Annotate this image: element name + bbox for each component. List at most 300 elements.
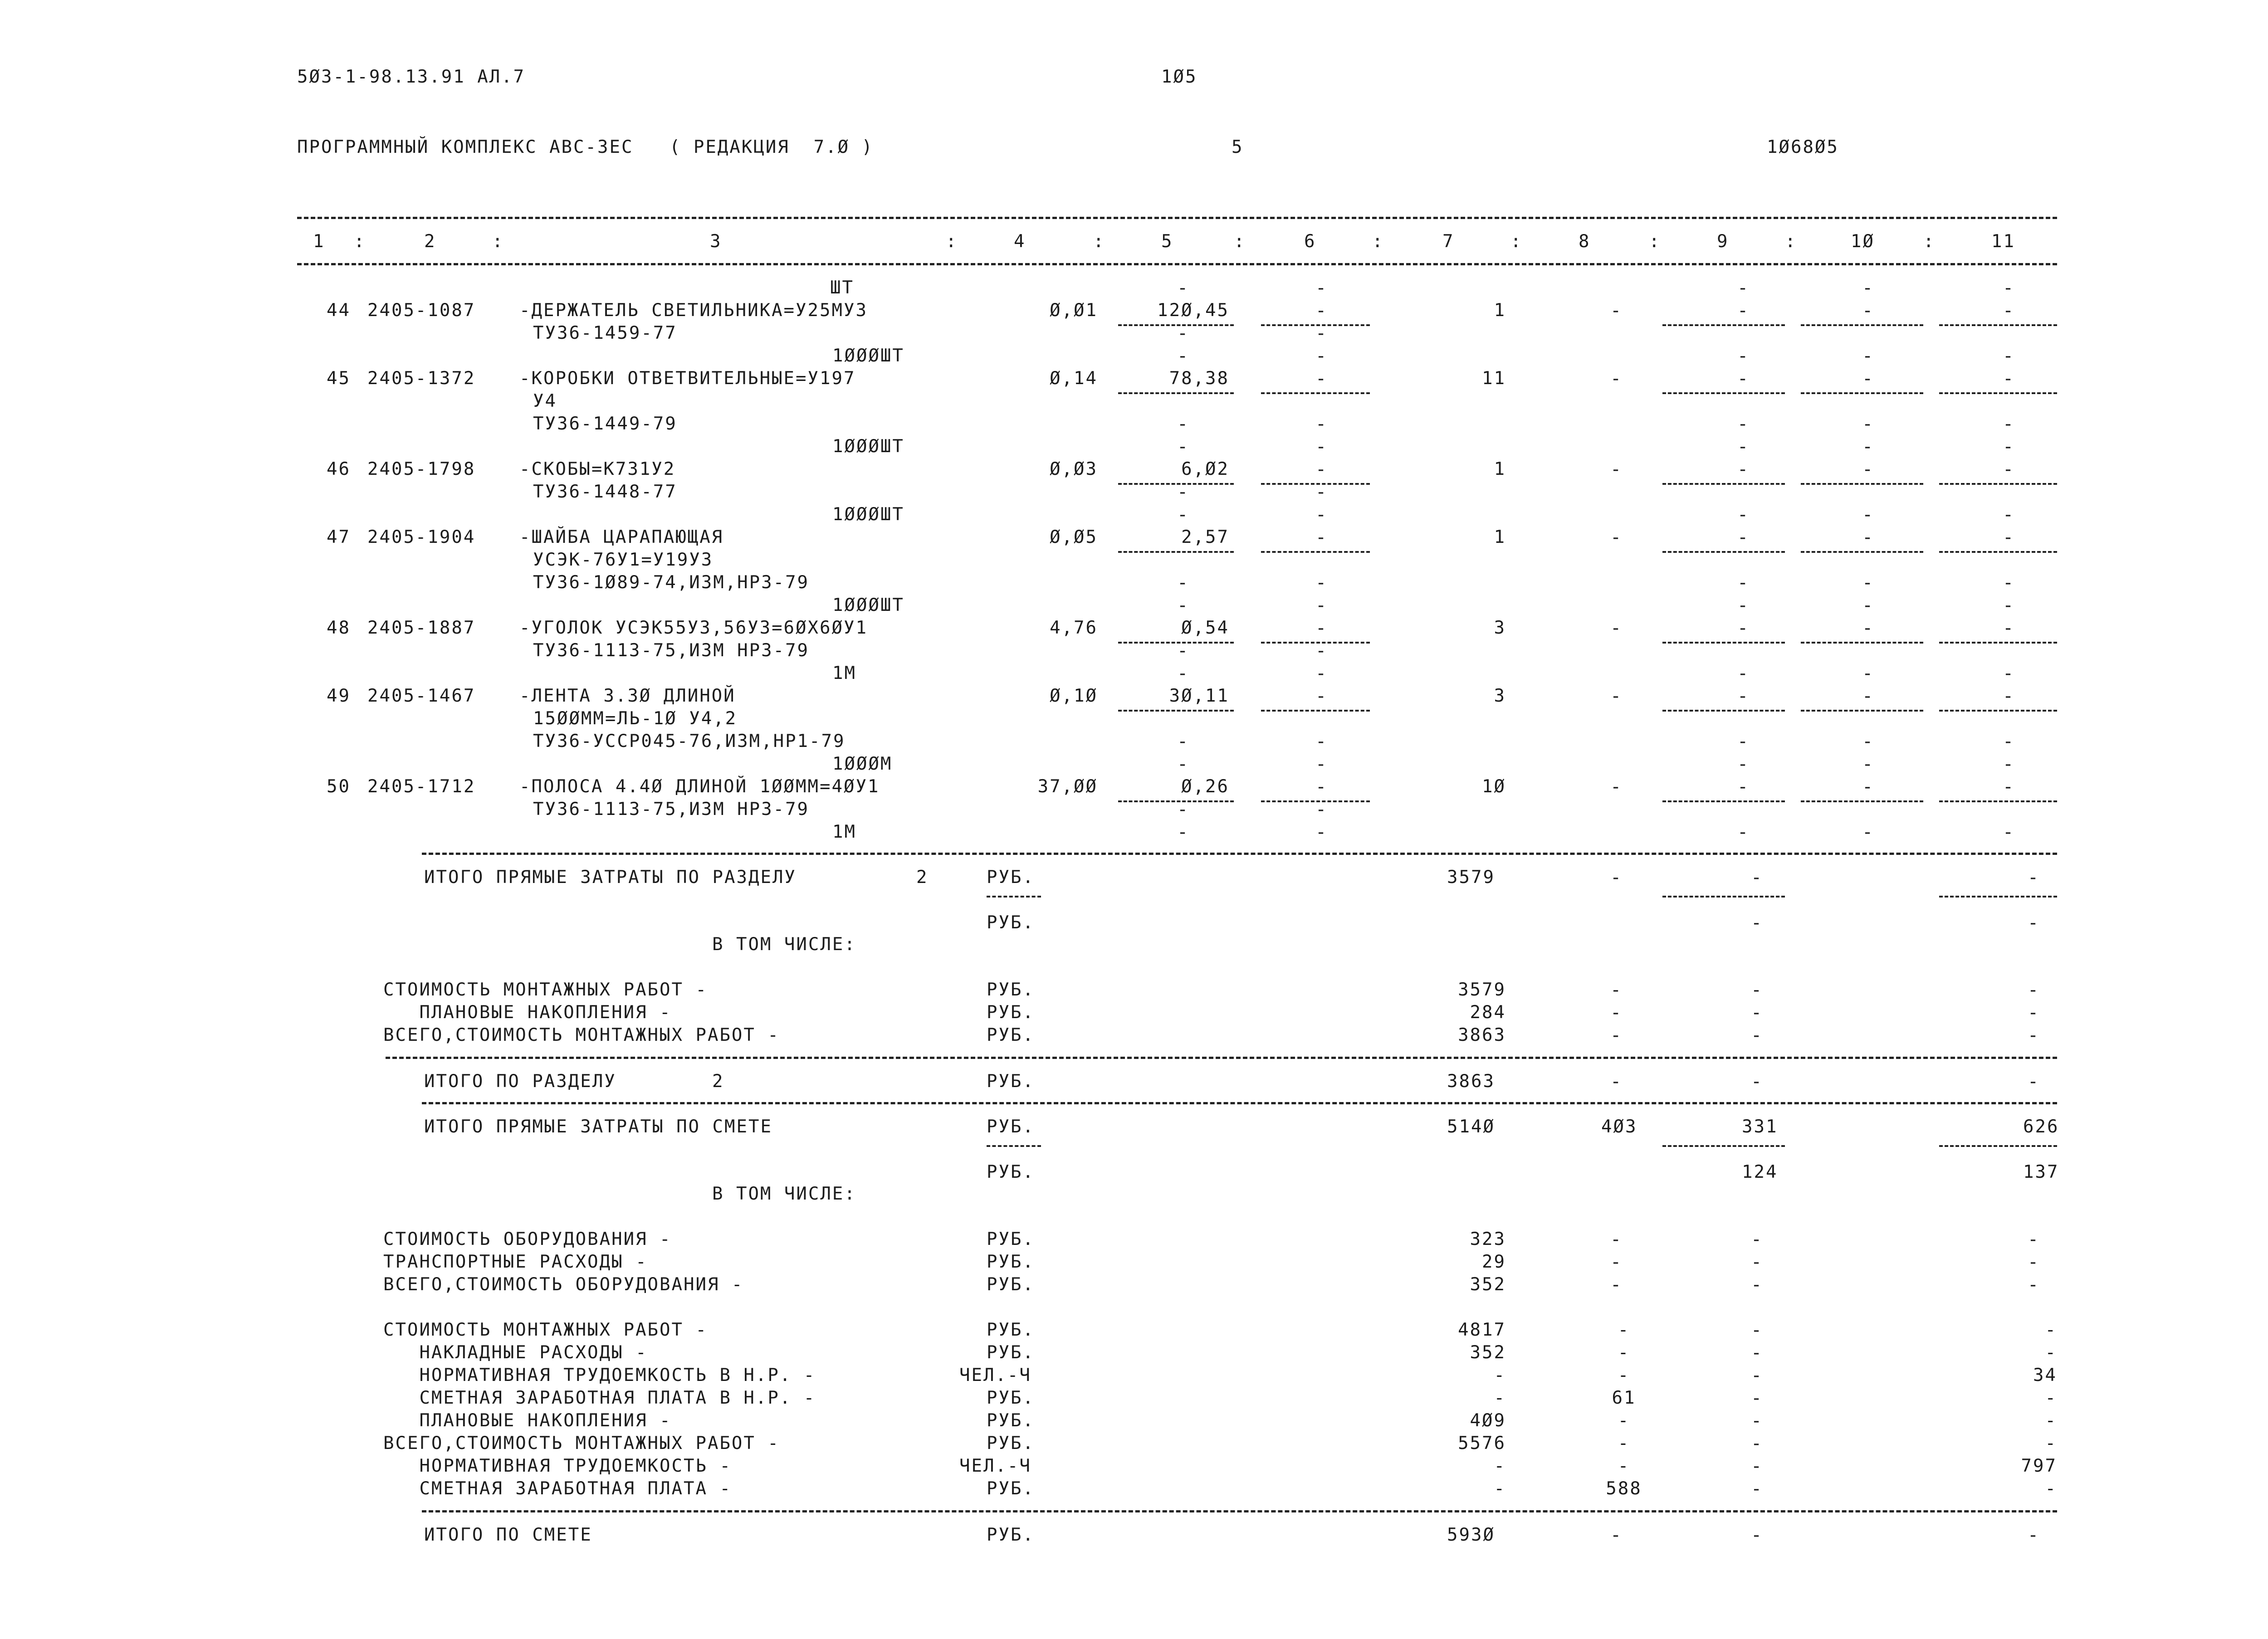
- item-description: ТУ36-1113-75,ИЗМ НР3-79: [533, 640, 810, 661]
- empty-mark: -: [2003, 278, 2014, 298]
- empty-mark: -: [1737, 300, 1749, 321]
- empty-mark: -: [2028, 1071, 2039, 1092]
- empty-mark: -: [1315, 414, 1327, 434]
- summary-value: -: [1494, 1388, 1506, 1408]
- empty-mark: -: [2003, 346, 2014, 366]
- item-col5: 78,38: [1169, 368, 1229, 389]
- empty-mark: -: [1862, 663, 1873, 684]
- estimate-direct-costs-col11b: 137: [2023, 1162, 2059, 1182]
- empty-mark: -: [2028, 867, 2039, 888]
- empty-mark: -: [1315, 323, 1327, 344]
- column-separator: :: [1372, 231, 1384, 252]
- cell-rule: [1801, 710, 1923, 712]
- empty-mark: -: [1610, 368, 1622, 389]
- summary-label: ПЛАНОВЫЕ НАКОПЛЕНИЯ -: [383, 1002, 672, 1023]
- summary-label: НОРМАТИВНАЯ ТРУДОЕМКОСТЬ В Н.Р. -: [383, 1365, 816, 1385]
- cell-rule: [1118, 483, 1234, 485]
- empty-mark: -: [2028, 1002, 2039, 1023]
- estimate-direct-costs-col11: 626: [2023, 1117, 2059, 1137]
- empty-mark: -: [2028, 1252, 2039, 1273]
- subtotal-rule: [1662, 896, 1785, 898]
- column-separator: :: [946, 231, 958, 252]
- empty-mark: -: [2028, 1274, 2039, 1295]
- cell-rule: [1662, 800, 1785, 802]
- item-number: 49: [327, 686, 351, 706]
- empty-mark: -: [2003, 368, 2014, 389]
- table-header-rule: [297, 263, 2057, 265]
- summary-value: 29: [1482, 1252, 1506, 1272]
- section-total-label: ИТОГО ПО РАЗДЕЛУ: [424, 1071, 616, 1092]
- empty-mark: -: [2003, 822, 2014, 843]
- subtotal-rule: [987, 1145, 1041, 1147]
- item-description: ТУ36-1Ø89-74,ИЗМ,НР3-79: [533, 572, 810, 593]
- cell-rule: [1662, 324, 1785, 326]
- empty-mark: -: [1737, 436, 1749, 457]
- empty-mark: -: [1862, 504, 1873, 525]
- column-header: 8: [1579, 231, 1591, 252]
- item-number: 48: [327, 618, 351, 638]
- cell-rule: [1118, 710, 1234, 712]
- empty-mark: -: [1751, 1342, 1762, 1363]
- empty-mark: -: [1610, 1071, 1622, 1092]
- item-col7: 1: [1494, 527, 1506, 547]
- item-col5: Ø,54: [1181, 618, 1229, 638]
- document-code: 5Ø3-1-98.13.91 АЛ.7: [297, 67, 526, 87]
- column-separator: :: [1923, 231, 1936, 252]
- estimate-direct-costs-col9: 331: [1742, 1117, 1778, 1137]
- empty-mark: -: [1737, 686, 1749, 707]
- item-unit: 1М: [832, 822, 856, 842]
- empty-mark: -: [1737, 754, 1749, 775]
- empty-mark: -: [1610, 618, 1622, 639]
- empty-mark: -: [2003, 686, 2014, 707]
- empty-mark: -: [1862, 618, 1873, 639]
- empty-mark: -: [1315, 776, 1327, 797]
- including-heading: В ТОМ ЧИСЛЕ:: [712, 934, 856, 955]
- summary-value: 5576: [1458, 1433, 1506, 1454]
- column-header: 11: [1991, 231, 2015, 252]
- empty-mark: -: [1177, 504, 1188, 525]
- unit: РУБ.: [987, 1117, 1035, 1137]
- item-description: ТУ36-1448-77: [533, 482, 677, 502]
- empty-mark: -: [1315, 595, 1327, 616]
- empty-mark: -: [1862, 459, 1873, 480]
- column-separator: :: [1785, 231, 1797, 252]
- empty-mark: -: [1737, 595, 1749, 616]
- empty-mark: -: [1862, 776, 1873, 797]
- cell-rule: [1801, 392, 1923, 394]
- empty-mark: -: [1315, 527, 1327, 548]
- column-header: 6: [1304, 231, 1316, 252]
- item-col5: 6,Ø2: [1181, 459, 1229, 479]
- unit: РУБ.: [987, 1002, 1035, 1023]
- empty-mark: -: [1177, 482, 1188, 502]
- column-separator: :: [354, 231, 366, 252]
- empty-mark: -: [1862, 731, 1873, 752]
- item-col7: 1: [1494, 459, 1506, 479]
- empty-mark: -: [1315, 822, 1327, 843]
- unit: РУБ.: [987, 1025, 1035, 1045]
- column-header: 4: [1014, 231, 1026, 252]
- item-col7: 3: [1494, 686, 1506, 706]
- empty-mark: -: [2028, 1525, 2039, 1546]
- cell-rule: [1939, 642, 2057, 644]
- item-code: 2405-1372: [367, 368, 476, 389]
- cell-rule: [1939, 324, 2057, 326]
- empty-mark: -: [1737, 278, 1749, 298]
- summary-value: -: [1494, 1365, 1506, 1385]
- estimate-direct-costs-label: ИТОГО ПРЯМЫЕ ЗАТРАТЫ ПО СМЕТЕ: [424, 1117, 772, 1137]
- empty-mark: -: [1315, 572, 1327, 593]
- section-total-value: 3863: [1447, 1071, 1495, 1092]
- unit: РУБ.: [987, 1071, 1035, 1092]
- empty-mark: -: [1862, 595, 1873, 616]
- empty-mark: -: [2028, 1025, 2039, 1046]
- cell-rule: [1261, 710, 1370, 712]
- section-number: 2: [916, 867, 929, 888]
- summary-value: 4Ø9: [1470, 1410, 1506, 1431]
- summary-col8: 588: [1606, 1478, 1642, 1499]
- empty-mark: -: [2003, 436, 2014, 457]
- unit: РУБ.: [987, 1342, 1035, 1363]
- estimate-rule: [422, 1510, 2057, 1512]
- sheet-number: 5: [1232, 137, 1244, 157]
- summary-label: СТОИМОСТЬ ОБОРУДОВАНИЯ -: [383, 1229, 672, 1249]
- empty-mark: -: [1751, 1478, 1762, 1499]
- unit: РУБ.: [987, 1478, 1035, 1499]
- summary-label: ТРАНСПОРТНЫЕ РАСХОДЫ -: [383, 1252, 648, 1272]
- empty-mark: -: [1610, 527, 1622, 548]
- empty-mark: -: [1315, 346, 1327, 366]
- unit: РУБ.: [987, 1320, 1035, 1340]
- item-col4: 37,ØØ: [1037, 776, 1098, 797]
- program-title: ПРОГРАММНЫЙ КОМПЛЕКС АВС-3ЕС ( РЕДАКЦИЯ 7.Ø ): [297, 137, 874, 157]
- cell-rule: [1662, 710, 1785, 712]
- document-id: 1Ø68Ø5: [1767, 137, 1839, 157]
- empty-mark: -: [1751, 1365, 1762, 1386]
- item-description: -ПОЛОСА 4.4Ø ДЛИНОЙ 1ØØММ=4ØУ1: [519, 776, 880, 797]
- unit: РУБ.: [987, 980, 1035, 1000]
- empty-mark: -: [1315, 640, 1327, 661]
- summary-label: СТОИМОСТЬ МОНТАЖНЫХ РАБОТ -: [383, 1320, 708, 1340]
- cell-rule: [1118, 392, 1234, 394]
- summary-col11: 34: [2033, 1365, 2057, 1385]
- section-rule: [422, 853, 2057, 855]
- column-separator: :: [1093, 231, 1105, 252]
- summary-label: СМЕТНАЯ ЗАРАБОТНАЯ ПЛАТА В Н.Р. -: [383, 1388, 816, 1408]
- column-header: 7: [1442, 231, 1455, 252]
- cell-rule: [1662, 551, 1785, 553]
- empty-mark: -: [1177, 572, 1188, 593]
- column-separator: :: [1510, 231, 1523, 252]
- item-description: -СКОБЫ=К731У2: [519, 459, 676, 479]
- empty-mark: -: [1315, 686, 1327, 707]
- empty-mark: -: [1177, 595, 1188, 616]
- column-separator: :: [1234, 231, 1246, 252]
- empty-mark: -: [1862, 436, 1873, 457]
- item-code: 2405-1887: [367, 618, 476, 638]
- item-unit: ШТ: [830, 278, 854, 298]
- cell-rule: [1939, 392, 2057, 394]
- empty-mark: -: [2003, 731, 2014, 752]
- empty-mark: -: [1315, 368, 1327, 389]
- item-unit: 1М: [832, 663, 856, 683]
- unit: РУБ.: [987, 1433, 1035, 1454]
- summary-value: 3579: [1458, 980, 1506, 1000]
- cell-rule: [1118, 800, 1234, 802]
- estimate-direct-costs-value: 514Ø: [1447, 1117, 1495, 1137]
- summary-col8: -: [1618, 1456, 1630, 1476]
- summary-col11: -: [2045, 1478, 2057, 1499]
- summary-value: 352: [1470, 1342, 1506, 1363]
- empty-mark: -: [1751, 1025, 1762, 1046]
- item-description: УСЭК-76У1=У19У3: [533, 550, 714, 570]
- summary-label: ВСЕГО,СТОИМОСТЬ МОНТАЖНЫХ РАБОТ -: [383, 1433, 780, 1454]
- item-col5: 12Ø,45: [1157, 300, 1229, 321]
- empty-mark: -: [1610, 980, 1622, 1000]
- summary-label: СТОИМОСТЬ МОНТАЖНЫХ РАБОТ -: [383, 980, 708, 1000]
- estimate-direct-costs-col8: 4Ø3: [1601, 1117, 1637, 1137]
- summary-col11: -: [2045, 1388, 2057, 1408]
- cell-rule: [1662, 642, 1785, 644]
- item-col7: 11: [1482, 368, 1506, 389]
- cell-rule: [1261, 392, 1370, 394]
- cell-rule: [1939, 551, 2057, 553]
- empty-mark: -: [1315, 618, 1327, 639]
- empty-mark: -: [1177, 663, 1188, 684]
- summary-value: 4817: [1458, 1320, 1506, 1340]
- item-description: ТУ36-1449-79: [533, 414, 677, 434]
- empty-mark: -: [1862, 754, 1873, 775]
- empty-mark: -: [1751, 1410, 1762, 1431]
- column-header: 3: [710, 231, 722, 252]
- item-description: -УГОЛОК УСЭК55У3,56У3=6ØХ6ØУ1: [519, 618, 868, 638]
- empty-mark: -: [2003, 504, 2014, 525]
- empty-mark: -: [2028, 1229, 2039, 1250]
- empty-mark: -: [1751, 1002, 1762, 1023]
- empty-mark: -: [1737, 459, 1749, 480]
- empty-mark: -: [1862, 278, 1873, 298]
- estimate-total-label: ИТОГО ПО СМЕТЕ: [424, 1525, 592, 1545]
- column-separator: :: [492, 231, 504, 252]
- item-col5: 3Ø,11: [1169, 686, 1229, 706]
- empty-mark: -: [1610, 300, 1622, 321]
- cell-rule: [1662, 392, 1785, 394]
- summary-col8: -: [1618, 1320, 1630, 1340]
- empty-mark: -: [2003, 300, 2014, 321]
- item-unit: 1ØØØШТ: [832, 346, 904, 366]
- item-description: 15ØØММ=ЛЬ-1Ø У4,2: [533, 708, 738, 729]
- column-separator: :: [1649, 231, 1661, 252]
- cell-rule: [1801, 324, 1923, 326]
- empty-mark: -: [1751, 1388, 1762, 1409]
- item-unit: 1ØØØШТ: [832, 436, 904, 457]
- empty-mark: -: [2003, 572, 2014, 593]
- unit: РУБ.: [987, 1525, 1035, 1545]
- cell-rule: [1939, 483, 2057, 485]
- summary-value: 352: [1470, 1274, 1506, 1295]
- item-code: 2405-1087: [367, 300, 476, 321]
- item-unit: 1ØØØШТ: [832, 504, 904, 525]
- item-code: 2405-1712: [367, 776, 476, 797]
- empty-mark: -: [1315, 504, 1327, 525]
- column-header: 1Ø: [1851, 231, 1875, 252]
- empty-mark: -: [1862, 686, 1873, 707]
- empty-mark: -: [1737, 368, 1749, 389]
- item-col7: 3: [1494, 618, 1506, 638]
- subtotal-rule: [1939, 896, 2057, 898]
- empty-mark: -: [1315, 300, 1327, 321]
- empty-mark: -: [1315, 482, 1327, 502]
- empty-mark: -: [1610, 1229, 1622, 1250]
- item-number: 46: [327, 459, 351, 479]
- column-header: 1: [313, 231, 325, 252]
- item-description: -ЛЕНТА 3.3Ø ДЛИНОЙ: [519, 686, 736, 706]
- item-unit: 1ØØØШТ: [832, 595, 904, 615]
- empty-mark: -: [1862, 300, 1873, 321]
- item-col4: Ø,14: [1050, 368, 1098, 389]
- item-code: 2405-1467: [367, 686, 476, 706]
- empty-mark: -: [1610, 1252, 1622, 1273]
- empty-mark: -: [1610, 867, 1622, 888]
- estimate-total-value: 593Ø: [1447, 1525, 1495, 1545]
- section-direct-costs-value: 3579: [1447, 867, 1495, 888]
- empty-mark: -: [1177, 414, 1188, 434]
- cell-rule: [1261, 551, 1370, 553]
- including-heading: В ТОМ ЧИСЛЕ:: [712, 1184, 856, 1204]
- item-col4: Ø,Ø3: [1050, 459, 1098, 479]
- cell-rule: [1801, 642, 1923, 644]
- item-description: -ДЕРЖАТЕЛЬ СВЕТИЛЬНИКА=У25МУ3: [519, 300, 868, 321]
- subtotal-rule: [1662, 1145, 1785, 1147]
- summary-col11: -: [2045, 1342, 2057, 1363]
- empty-mark: -: [1315, 754, 1327, 775]
- empty-mark: -: [1610, 776, 1622, 797]
- empty-mark: -: [1737, 504, 1749, 525]
- unit: ЧЕЛ.-Ч: [959, 1456, 1031, 1476]
- empty-mark: -: [1177, 323, 1188, 344]
- unit: РУБ.: [987, 1410, 1035, 1431]
- empty-mark: -: [1751, 912, 1762, 933]
- empty-mark: -: [1177, 346, 1188, 366]
- empty-mark: -: [2003, 663, 2014, 684]
- item-description: ТУ36-1113-75,ИЗМ НР3-79: [533, 799, 810, 820]
- cell-rule: [1662, 483, 1785, 485]
- empty-mark: -: [1610, 1002, 1622, 1023]
- cell-rule: [1939, 800, 2057, 802]
- estimate-direct-costs-col9b: 124: [1742, 1162, 1778, 1182]
- summary-value: -: [1494, 1456, 1506, 1476]
- empty-mark: -: [1751, 1456, 1762, 1477]
- empty-mark: -: [1177, 754, 1188, 775]
- item-description: ТУ36-УССР045-76,ИЗМ,НР1-79: [533, 731, 846, 751]
- summary-label: ВСЕГО,СТОИМОСТЬ МОНТАЖНЫХ РАБОТ -: [383, 1025, 780, 1045]
- empty-mark: -: [1751, 1525, 1762, 1546]
- item-col5: Ø,26: [1181, 776, 1229, 797]
- empty-mark: -: [2003, 754, 2014, 775]
- empty-mark: -: [1862, 527, 1873, 548]
- empty-mark: -: [1862, 368, 1873, 389]
- summary-label: НАКЛАДНЫЕ РАСХОДЫ -: [383, 1342, 648, 1363]
- summary-col8: -: [1618, 1433, 1630, 1454]
- empty-mark: -: [1315, 459, 1327, 480]
- item-col4: Ø,1Ø: [1050, 686, 1098, 706]
- empty-mark: -: [1737, 346, 1749, 366]
- empty-mark: -: [1610, 459, 1622, 480]
- unit: РУБ.: [987, 1388, 1035, 1408]
- empty-mark: -: [1610, 1025, 1622, 1046]
- empty-mark: -: [1751, 1229, 1762, 1250]
- item-description: У4: [533, 391, 557, 411]
- empty-mark: -: [2003, 414, 2014, 434]
- item-col7: 1Ø: [1482, 776, 1506, 797]
- section-direct-costs-label: ИТОГО ПРЯМЫЕ ЗАТРАТЫ ПО РАЗДЕЛУ: [424, 867, 797, 888]
- empty-mark: -: [2003, 776, 2014, 797]
- section-number: 2: [712, 1071, 724, 1092]
- empty-mark: -: [1315, 663, 1327, 684]
- empty-mark: -: [1737, 822, 1749, 843]
- empty-mark: -: [2028, 912, 2039, 933]
- summary-label: ПЛАНОВЫЕ НАКОПЛЕНИЯ -: [383, 1410, 672, 1431]
- empty-mark: -: [1751, 1320, 1762, 1341]
- unit: РУБ.: [987, 912, 1035, 933]
- empty-mark: -: [1177, 799, 1188, 820]
- summary-value: 323: [1470, 1229, 1506, 1249]
- empty-mark: -: [1737, 414, 1749, 434]
- summary-col8: -: [1618, 1410, 1630, 1431]
- empty-mark: -: [1177, 640, 1188, 661]
- column-header: 5: [1161, 231, 1173, 252]
- item-unit: 1ØØØМ: [832, 754, 893, 774]
- empty-mark: -: [2003, 527, 2014, 548]
- empty-mark: -: [1177, 822, 1188, 843]
- empty-mark: -: [1315, 799, 1327, 820]
- item-code: 2405-1798: [367, 459, 476, 479]
- empty-mark: -: [1610, 1274, 1622, 1295]
- unit: РУБ.: [987, 1162, 1035, 1182]
- summary-value: 3863: [1458, 1025, 1506, 1045]
- empty-mark: -: [1315, 278, 1327, 298]
- cell-rule: [1801, 800, 1923, 802]
- cell-rule: [1801, 551, 1923, 553]
- item-number: 50: [327, 776, 351, 797]
- unit: РУБ.: [987, 1229, 1035, 1249]
- empty-mark: -: [1737, 776, 1749, 797]
- summary-label: СМЕТНАЯ ЗАРАБОТНАЯ ПЛАТА -: [383, 1478, 732, 1499]
- empty-mark: -: [2003, 459, 2014, 480]
- empty-mark: -: [1751, 1252, 1762, 1273]
- column-header: 9: [1717, 231, 1729, 252]
- empty-mark: -: [1751, 867, 1762, 888]
- empty-mark: -: [2003, 595, 2014, 616]
- column-header: 2: [424, 231, 436, 252]
- subtotal-rule: [1939, 1145, 2057, 1147]
- empty-mark: -: [1737, 527, 1749, 548]
- item-number: 45: [327, 368, 351, 389]
- cell-rule: [1118, 551, 1234, 553]
- item-description: -ШАЙБА ЦАРАПАЮЩАЯ: [519, 527, 724, 547]
- item-code: 2405-1904: [367, 527, 476, 547]
- empty-mark: -: [1862, 346, 1873, 366]
- unit: РУБ.: [987, 1274, 1035, 1295]
- item-col4: Ø,Ø1: [1050, 300, 1098, 321]
- unit: ЧЕЛ.-Ч: [959, 1365, 1031, 1385]
- cell-rule: [1118, 642, 1234, 644]
- summary-value: -: [1494, 1478, 1506, 1499]
- item-description: ТУ36-1459-77: [533, 323, 677, 343]
- section-rule: [386, 1057, 2057, 1059]
- cell-rule: [1939, 710, 2057, 712]
